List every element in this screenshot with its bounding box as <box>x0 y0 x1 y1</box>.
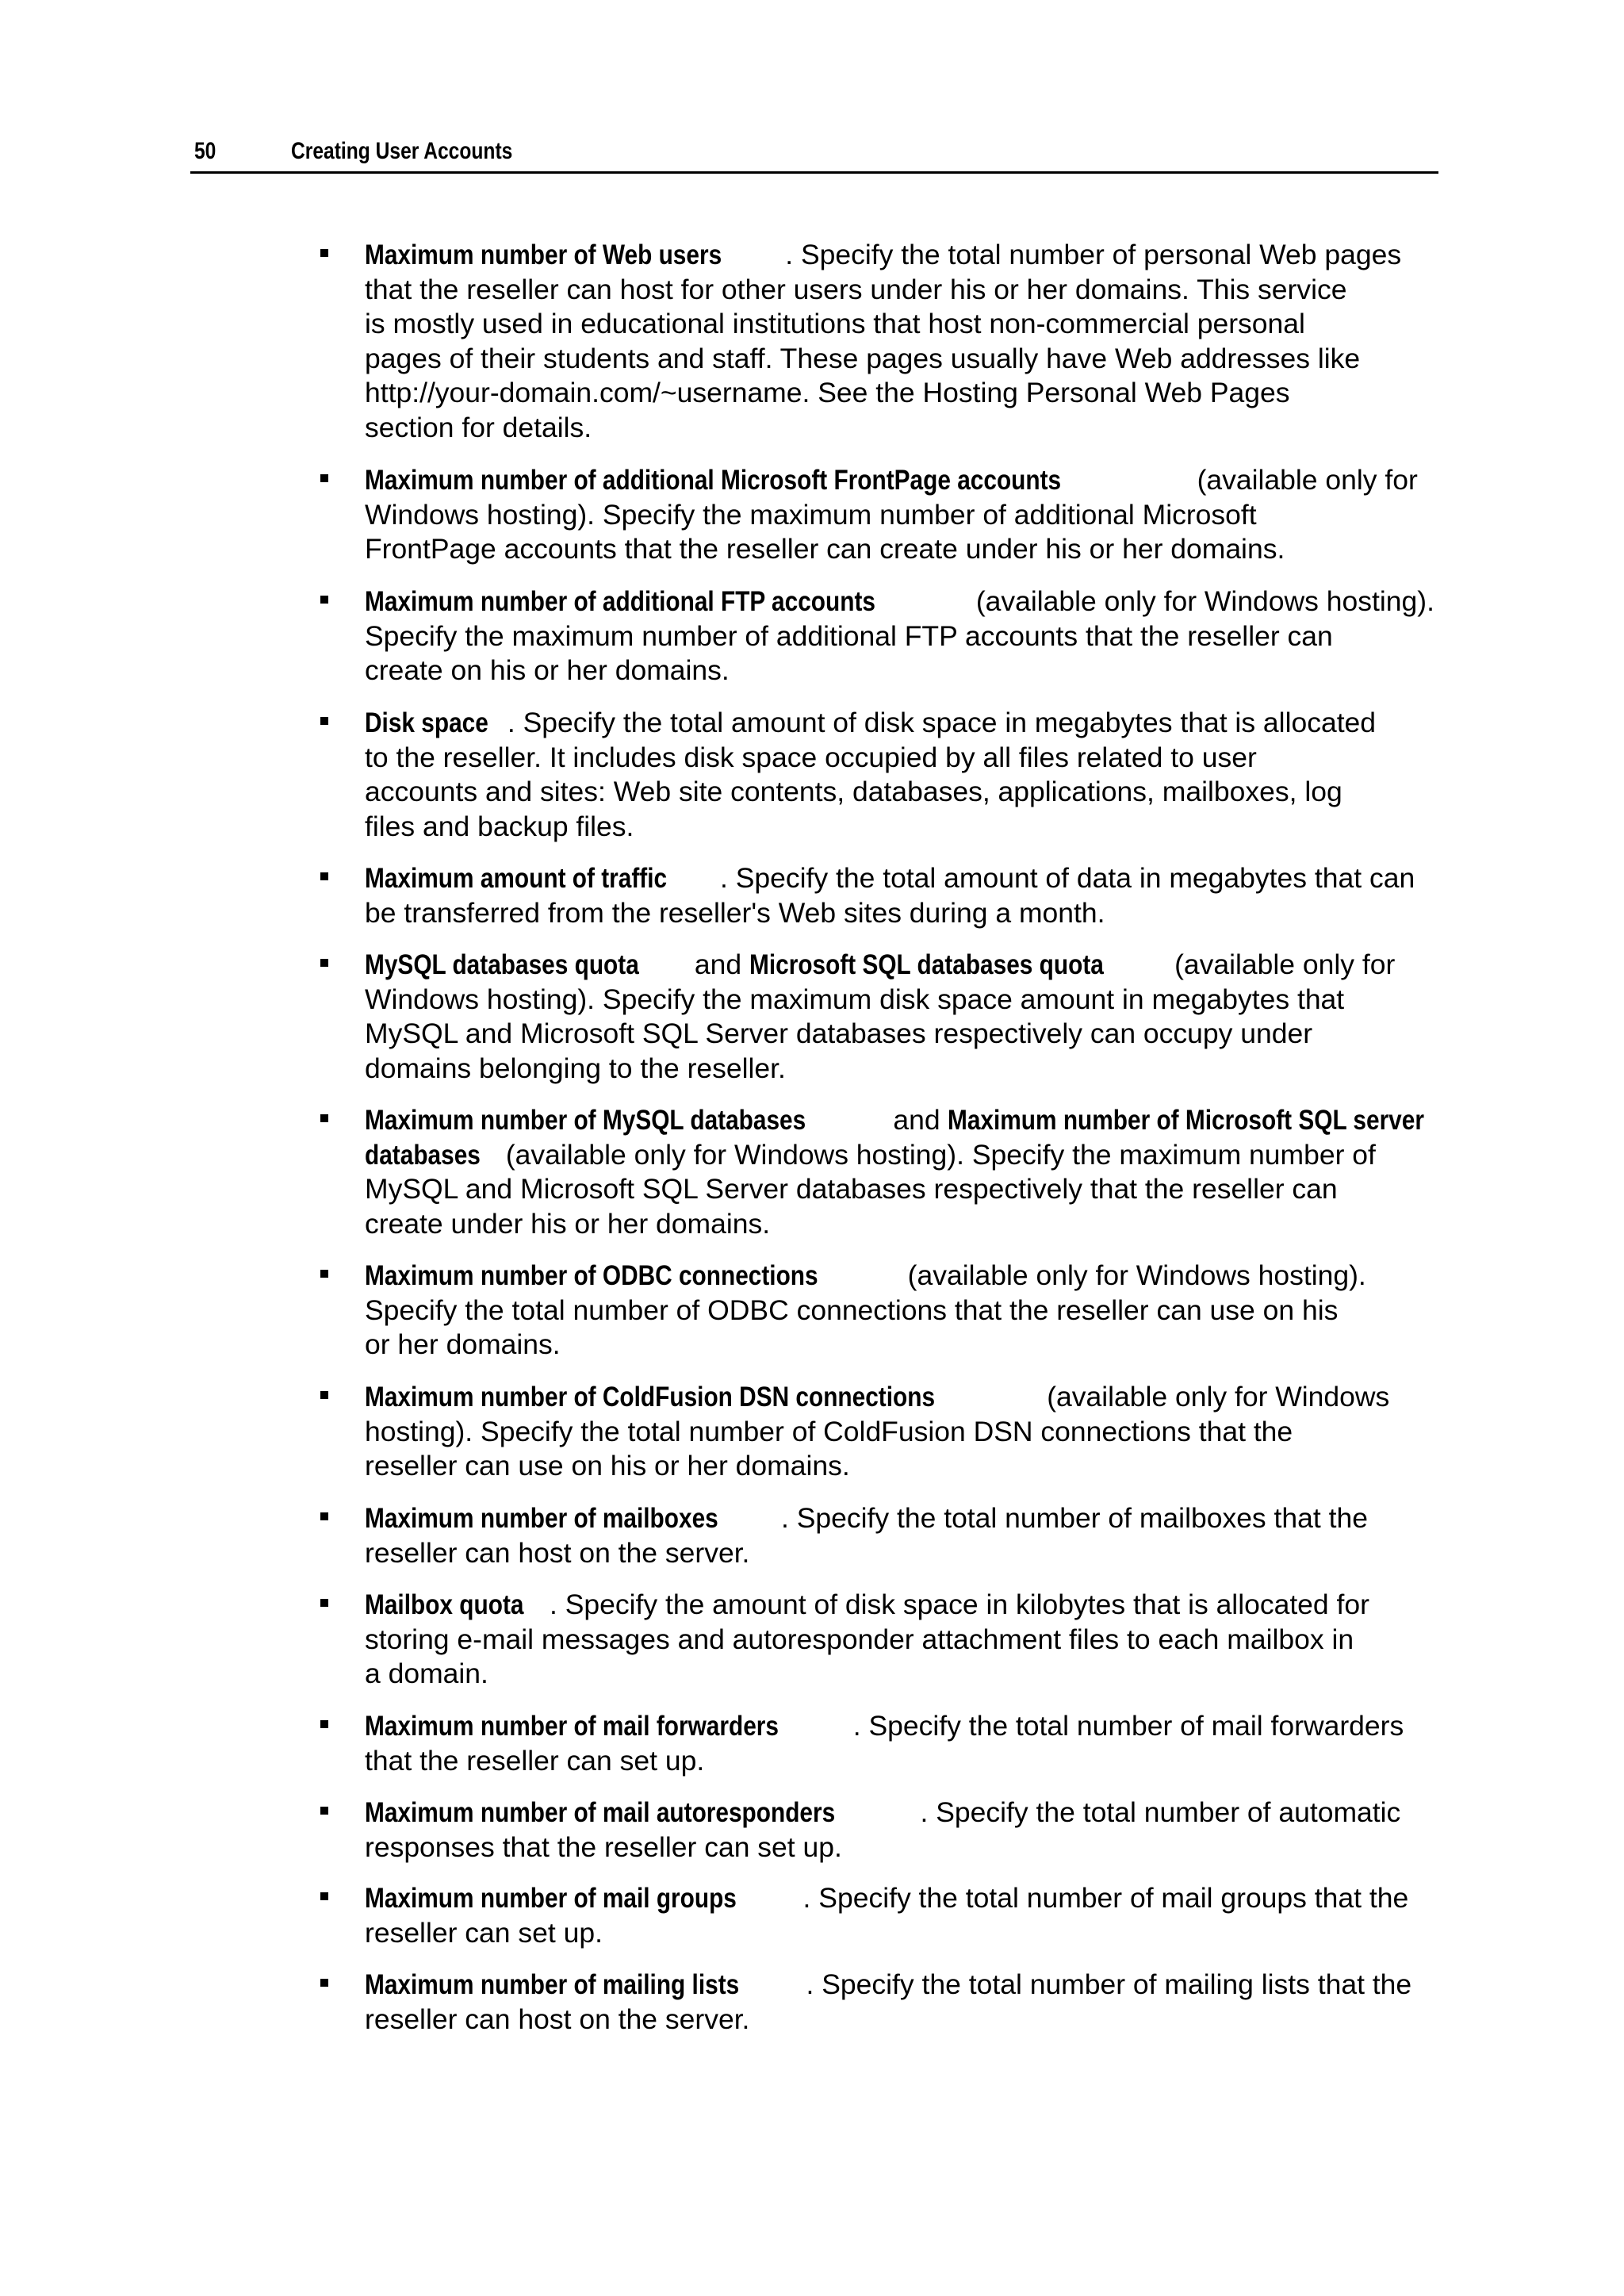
text-run: . Specify the total number of mailboxes that the <box>780 1502 1368 1534</box>
setting-term: Mailbox quota <box>365 1589 524 1620</box>
setting-term: Maximum number of mailboxes <box>365 1502 718 1534</box>
page-header <box>190 133 1438 174</box>
text-run: (available only for <box>1189 464 1418 496</box>
list-item-text <box>365 1588 1448 1692</box>
text-line: be transferred from the reseller's Web sites during a month. <box>365 896 1105 929</box>
text-line: that the reseller can set up. <box>365 1744 705 1777</box>
text-run: (available only for Windows <box>1039 1381 1390 1412</box>
setting-term: Maximum number of additional FTP accounts <box>365 585 875 617</box>
setting-term: Maximum number of additional Microsoft FrontPage accounts <box>365 464 1062 496</box>
text-line: hosting). Specify the total number of ColdFusion DSN connections that the <box>365 1415 1293 1447</box>
text-line: responses that the reseller can set up. <box>365 1830 842 1863</box>
list-item-text <box>365 1259 1448 1363</box>
text-run: . Specify the total amount of data in megabytes that can <box>719 862 1415 894</box>
text-run: and <box>686 949 749 980</box>
text-run: (available only for Windows hosting). Specify the maximum number of <box>497 1138 1376 1171</box>
bullet-square-icon <box>320 249 328 257</box>
text-line <box>365 861 1448 896</box>
setting-term: databases <box>365 1138 481 1171</box>
text-line <box>365 1709 1448 1744</box>
bullet-square-icon <box>320 959 328 967</box>
bullet-square-icon <box>320 1599 328 1607</box>
text-line: files and backup files. <box>365 810 634 842</box>
text-line: storing e-mail messages and autoresponder attachment files to each mailbox in <box>365 1623 1354 1655</box>
text-line: or her domains. <box>365 1328 561 1361</box>
text-line: reseller can set up. <box>365 1916 603 1949</box>
text-line: MySQL and Microsoft SQL Server databases respectively that the reseller can <box>365 1173 1338 1205</box>
list-item-text <box>365 238 1448 446</box>
text-line <box>365 585 1448 619</box>
setting-term: Maximum number of ODBC connections <box>365 1259 818 1291</box>
running-title: Creating User Accounts <box>291 138 513 164</box>
text-line <box>365 1501 1448 1536</box>
bullet-square-icon <box>320 872 328 880</box>
text-line <box>365 706 1448 741</box>
setting-term: MySQL databases quota <box>365 949 639 980</box>
text-line: http://your-domain.com/~username. See the Hosting Personal Web Pages <box>365 377 1290 409</box>
list-item-text <box>365 948 1448 1086</box>
text-run: . Specify the total number of automatic <box>920 1796 1401 1828</box>
text-line: to the reseller. It includes disk space occupied by all files related to user <box>365 741 1257 773</box>
text-line: Specify the maximum number of additional FTP accounts that the reseller can <box>365 619 1333 652</box>
list-item-text <box>365 463 1448 567</box>
text-line: Windows hosting). Specify the maximum number of additional Microsoft <box>365 498 1257 531</box>
text-run: (available only for <box>1166 949 1396 980</box>
text-run: . Specify the total amount of disk space in megabytes that is allocated <box>507 707 1377 738</box>
text-line <box>365 1881 1448 1916</box>
list-item-text <box>365 1881 1448 1950</box>
text-line <box>365 1259 1448 1294</box>
text-run: . Specify the total number of mail forwarders <box>852 1710 1404 1742</box>
bullet-square-icon <box>320 474 328 482</box>
bullet-square-icon <box>320 596 328 604</box>
list-item-text <box>365 585 1448 688</box>
text-line: create under his or her domains. <box>365 1207 771 1240</box>
text-line <box>365 238 1448 273</box>
setting-term: Maximum number of mail groups <box>365 1882 737 1914</box>
text-line: Specify the total number of ODBC connections that the reseller can use on his <box>365 1294 1339 1326</box>
setting-term: Maximum number of ColdFusion DSN connections <box>365 1381 936 1412</box>
text-line: reseller can use on his or her domains. <box>365 1450 850 1482</box>
text-run: . Specify the total number of mail groups that the <box>802 1882 1409 1914</box>
text-line: reseller can host on the server. <box>365 1536 750 1569</box>
bullet-square-icon <box>320 1270 328 1278</box>
text-line <box>365 1138 1448 1173</box>
setting-term: Maximum number of Microsoft SQL server <box>948 1104 1425 1136</box>
setting-term: Disk space <box>365 707 488 738</box>
list-item-text <box>365 1968 1448 2037</box>
list-item-text <box>365 1103 1448 1241</box>
text-line: create on his or her domains. <box>365 654 730 687</box>
setting-term: Maximum number of MySQL databases <box>365 1104 806 1136</box>
text-line: accounts and sites: Web site contents, databases, applications, mailboxes, log <box>365 776 1342 808</box>
text-line: that the reseller can host for other users under his or her domains. This service <box>365 273 1347 305</box>
bullet-square-icon <box>320 1391 328 1399</box>
text-line <box>365 1796 1448 1830</box>
bullet-square-icon <box>320 1979 328 1987</box>
text-run: . Specify the amount of disk space in kilobytes that is allocated for <box>549 1589 1369 1620</box>
text-run: (available only for Windows hosting). <box>899 1259 1366 1291</box>
text-line <box>365 1103 1448 1138</box>
list-item-text <box>365 861 1448 930</box>
text-run: . Specify the total number of personal Web pages <box>785 239 1402 270</box>
bullet-square-icon <box>320 1892 328 1900</box>
text-line: Windows hosting). Specify the maximum disk space amount in megabytes that <box>365 983 1345 1015</box>
text-line: section for details. <box>365 411 592 443</box>
bullet-square-icon <box>320 1114 328 1122</box>
list-item-text <box>365 706 1448 844</box>
list-item-text <box>365 1380 1448 1484</box>
setting-term: Maximum number of mail autoresponders <box>365 1796 836 1828</box>
bullet-square-icon <box>320 1720 328 1728</box>
text-line <box>365 1968 1448 2003</box>
text-line: FrontPage accounts that the reseller can create under his or her domains. <box>365 533 1285 565</box>
bullet-square-icon <box>320 1512 328 1520</box>
page-number: 50 <box>194 138 216 164</box>
text-line: reseller can host on the server. <box>365 2003 750 2035</box>
setting-term: Maximum amount of traffic <box>365 862 668 894</box>
text-line: pages of their students and staff. These pages usually have Web addresses like <box>365 342 1361 374</box>
text-run: (available only for Windows hosting). <box>967 585 1434 617</box>
text-line: MySQL and Microsoft SQL Server databases respectively can occupy under <box>365 1018 1313 1050</box>
setting-term: Maximum number of mailing lists <box>365 1968 740 2000</box>
text-line <box>365 1588 1448 1623</box>
list-item-text <box>365 1796 1448 1865</box>
text-line <box>365 463 1448 498</box>
setting-term: Microsoft SQL databases quota <box>749 949 1104 980</box>
text-line: domains belonging to the reseller. <box>365 1052 786 1084</box>
setting-term: Maximum number of mail forwarders <box>365 1710 779 1742</box>
bullet-square-icon <box>320 1807 328 1815</box>
bullet-square-icon <box>320 717 328 725</box>
text-run: . Specify the total number of mailing lists that the <box>806 1968 1412 2000</box>
list-item-text <box>365 1501 1448 1570</box>
list-item-text <box>365 1709 1448 1778</box>
text-line <box>365 948 1448 983</box>
setting-term: Maximum number of Web users <box>365 239 722 270</box>
text-run: and <box>885 1104 948 1136</box>
text-line <box>365 1380 1448 1415</box>
text-line: is mostly used in educational institutions that host non-commercial personal <box>365 308 1305 340</box>
text-line: a domain. <box>365 1658 488 1690</box>
